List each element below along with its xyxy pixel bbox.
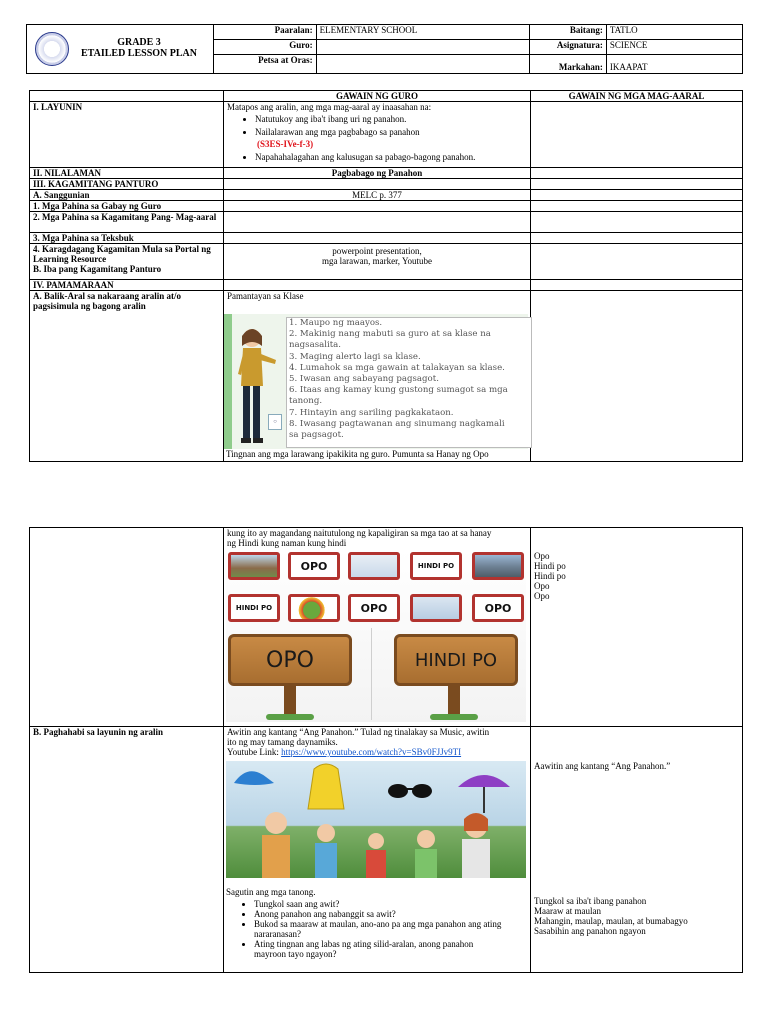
subject-value: SCIENCE	[606, 40, 742, 55]
pangmag-label: 2. Mga Pahina sa Kagamitang Pang- Mag-aaral	[30, 212, 224, 233]
sagutin-label: Sagutin ang mga tanong.	[226, 887, 316, 897]
sanggunian-value: MELC p. 377	[224, 190, 531, 201]
column-divider	[371, 628, 372, 720]
youtube-line	[227, 747, 527, 757]
balikaral-label: A. Balik-Aral sa nakaraang aralin at/o pagsisimula ng bagong aralin	[30, 291, 224, 462]
header-title-cell	[27, 25, 214, 74]
youtube-link[interactable]: https://www.youtube.com/watch?v=SBv0FJJv9TI	[281, 747, 462, 757]
teksbuk-label: 3. Mga Pahina sa Teksbuk	[30, 233, 224, 244]
pamamaraan-label: IV. PAMAMARAAN	[30, 280, 224, 291]
answer-line: Maaraw at maulan	[534, 906, 601, 916]
layunin-content	[224, 102, 531, 168]
quarter-value: IKAAPAT	[606, 55, 742, 74]
sanggunian-label: A. Sanggunian	[30, 190, 224, 201]
hindi-po-card: HINDI PO	[228, 594, 280, 622]
hindi-po-card: HINDI PO	[410, 552, 462, 580]
date-label: Petsa at Oras:	[214, 55, 316, 74]
student-answer-list	[534, 896, 688, 936]
rule-line: 2. Makinig nang mabuti sa guro at sa klase na	[289, 329, 491, 340]
speaker-icon: ○	[268, 414, 282, 430]
answer-line: Opo	[534, 581, 550, 591]
melc-code: (S3ES-IVe-f-3)	[257, 139, 314, 149]
portal-label-text: 4. Karagdagang Kagamitan Mula sa Portal ng Learning Resource	[33, 244, 211, 264]
vegetables-picture-icon	[288, 594, 340, 622]
rule-line: 6. Itaas ang kamay kung gustong sumagot sa mga	[289, 385, 508, 396]
weather-song-image	[226, 761, 526, 878]
gabay-label: 1. Mga Pahina sa Gabay ng Guro	[30, 201, 224, 212]
teacher-value	[316, 40, 530, 55]
rule-line: 8. Iwasang pagtawanan ang sinumang nagkamali	[289, 418, 505, 429]
paghahabi-text: ito ng may tamang daynamiks.	[227, 737, 338, 747]
header	[26, 24, 743, 74]
question-item: • Tungkol saan ang awit?	[254, 899, 504, 909]
student-answers-1	[531, 528, 743, 727]
rule-line: 4. Lumahok sa mga gawain at talakayan sa klase.	[289, 362, 505, 373]
rule-line: 5. Iwasan ang sabayang pagsagot.	[289, 374, 439, 385]
answer-line: Mahangin, maulap, maulan, at bumabagyo	[534, 916, 688, 926]
answer-line: Sasabihin ang panahon ngayon	[534, 926, 646, 936]
student-sing: Aawitin ang kantang “Ang Panahon.”	[534, 761, 671, 771]
grass-decor	[430, 714, 478, 720]
quarter-label: Markahan:	[530, 55, 607, 74]
teacher-label: Guro:	[214, 40, 316, 55]
class-rules-image	[224, 314, 528, 449]
class-rules-list	[286, 317, 532, 448]
child-sick-picture-icon	[348, 552, 400, 580]
question-item: • Anong panahon ang nabanggit sa awit?	[254, 909, 504, 919]
student-activities-header: GAWAIN NG MGA MAG-AARAL	[531, 91, 743, 102]
weather-illustration-icon	[226, 761, 526, 878]
portal-value-line: powerpoint presentation,	[332, 246, 422, 256]
answer-line: Hindi po	[534, 571, 566, 581]
nilalaman-label: II. NILALAMAN	[30, 168, 224, 179]
answer-line: Hindi po	[534, 561, 566, 571]
child-picture-icon	[410, 594, 462, 622]
portal-label	[30, 244, 224, 280]
opo-card: OPO	[348, 594, 400, 622]
subject-label: Asignatura:	[530, 40, 607, 55]
rule-line: 1. Maupo ng maayos.	[289, 318, 383, 328]
layunin-item: • Natutukoy ang iba't ibang uri ng panahon.	[255, 114, 527, 124]
rule-line: sa pagsagot.	[289, 430, 344, 441]
iba-pang-label: B. Iba pang Kagamitang Panturo	[33, 264, 162, 274]
rule-line: tanong.	[289, 396, 323, 407]
balikaral-cont-line: ng Hindi kung naman kung hindi	[227, 538, 347, 548]
question-list	[226, 899, 504, 959]
layunin-label: I. LAYUNIN	[30, 102, 224, 168]
youtube-label: Youtube Link:	[227, 747, 282, 757]
storm-picture-icon	[472, 552, 524, 580]
grade-label: GRADE 3	[117, 37, 161, 48]
teacher-activities-header: GAWAIN NG GURO	[224, 91, 531, 102]
rule-line: nagsasalita.	[289, 340, 342, 351]
portal-value-line: mga larawan, marker, Youtube	[321, 256, 433, 266]
house-picture-icon	[228, 552, 280, 580]
portal-value	[224, 244, 531, 280]
lesson-plan-title: ETAILED LESSON PLAN	[81, 48, 197, 59]
balikaral-cont-line: kung ito ay magandang naitutulong ng kapaligiran sa mga tao at sa hanay	[227, 528, 492, 538]
hindi-po-sign: HINDI PO	[394, 634, 518, 686]
paghahabi-text: Awitin ang kantang “Ang Panahon.” Tulad ng tinalakay sa Music, awitin	[227, 727, 490, 737]
question-item: • Ating tingnan ang labas ng ating silid-aralan, anong panahon mayroon tayo ngayon?	[254, 939, 504, 959]
rule-line: 3. Maging alerto lagi sa klase.	[289, 351, 421, 362]
deped-seal-icon	[35, 32, 69, 66]
opo-hindi-image	[226, 550, 526, 722]
question-item: • Bukod sa maaraw at maulan, ano-ano pa ang mga panahon ang ating nararanasan?	[254, 919, 504, 939]
grade-level-value: TATLO	[606, 25, 742, 40]
opo-card: OPO	[288, 552, 340, 580]
rule-line: 7. Hintayin ang sariling pagkakataon.	[289, 407, 454, 418]
paghahabi-student	[531, 727, 743, 973]
layunin-item: • Napahahalagahan ang kalusugan sa pabago-bagong panahon.	[255, 152, 527, 162]
paghahabi-label: B. Paghahabi sa layunin ng aralin	[30, 727, 224, 973]
balik-aral-instruction: Tingnan ang mga larawang ipakikita ng guro. Pumunta sa Hanay ng Opo	[226, 449, 489, 459]
pamantayan-label: Pamantayan sa Klase	[227, 291, 304, 301]
answer-line: Opo	[534, 591, 550, 601]
grade-level-label: Baitang:	[530, 25, 607, 40]
answer-line: Tungkol sa iba't ibang panahon	[534, 896, 647, 906]
opo-card: OPO	[472, 594, 524, 622]
date-value	[316, 55, 530, 74]
school-value: ELEMENTARY SCHOOL	[316, 25, 530, 40]
layunin-item: • Nailalarawan ang mga pagbabago sa panahon	[255, 127, 527, 137]
school-label: Paaralan:	[214, 25, 316, 40]
kagamitan-label: III. KAGAMITANG PANTURO	[30, 179, 224, 190]
answer-line: Opo	[534, 551, 550, 561]
nilalaman-value: Pagbabago ng Panahon	[224, 168, 531, 179]
layunin-intro: Matapos ang aralin, ang mga mag-aaral ay inaasahan na:	[227, 102, 432, 112]
grass-decor	[266, 714, 314, 720]
opo-sign: OPO	[228, 634, 352, 686]
